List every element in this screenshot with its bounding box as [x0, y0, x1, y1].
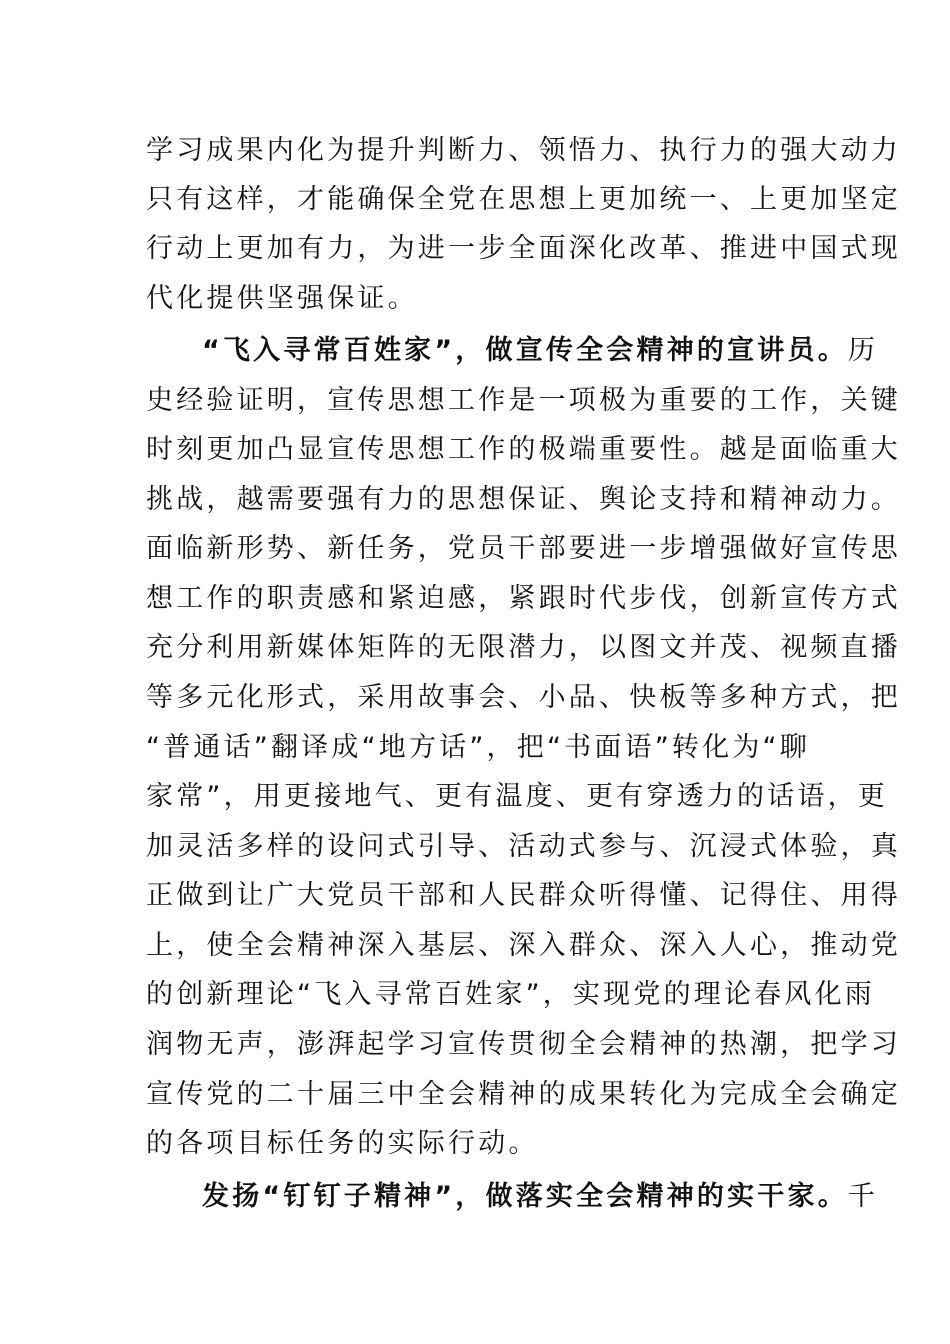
text-line: 代化提供坚强保证。: [146, 283, 418, 314]
paragraph-heading-line: [202, 331, 879, 371]
text-line: 只有这样，才能确保全党在思想上更加统一、上更加坚定: [146, 184, 901, 215]
text-line: 史经验证明，宣传思想工作是一项极为重要的工作，关键: [146, 385, 901, 416]
text-line: 想工作的职责感和紧迫感，紧跟时代步伐，创新宣传方式: [146, 583, 901, 614]
text-line: 家常”，用更接地气、更有温度、更有穿透力的话语，更: [146, 781, 888, 812]
text-line: “普通话”翻译成“地方话”，把“书面语”转化为“聊: [146, 732, 810, 763]
paragraph-heading: “飞入寻常百姓家”，做宣传全会精神的宣讲员。: [202, 335, 848, 366]
paragraph-heading-line: [202, 1177, 879, 1217]
text-line: 宣传党的二十届三中全会精神的成果转化为完成全会确定: [146, 1079, 901, 1110]
text-line: 挑战，越需要强有力的思想保证、舆论支持和精神动力。: [146, 484, 901, 515]
text-line: 学习成果内化为提升判断力、领悟力、执行力的强大动力: [146, 135, 901, 166]
text-line: 面临新形势、新任务，党员干部要进一步增强做好宣传思: [146, 533, 901, 564]
text-line: 加灵活多样的设问式引导、活动式参与、沉浸式体验，真: [146, 831, 901, 862]
paragraph-heading: 发扬“钉钉子精神”，做落实全会精神的实干家。: [202, 1181, 848, 1212]
text-line: 正做到让广大党员干部和人民群众听得懂、记得住、用得: [146, 880, 901, 911]
text-line: 的各项目标任务的实际行动。: [146, 1128, 539, 1159]
text-line: 行动上更加有力，为进一步全面深化改革、推进中国式现: [146, 233, 901, 264]
text-fragment: 千: [847, 1181, 879, 1212]
text-fragment: 历: [847, 335, 879, 366]
text-line: 充分利用新媒体矩阵的无限潜力，以图文并茂、视频直播: [146, 632, 901, 663]
text-line: 等多元化形式，采用故事会、小品、快板等多种方式，把: [146, 682, 901, 713]
text-line: 上，使全会精神深入基层、深入群众、深入人心，推动党: [146, 930, 901, 961]
text-line: 润物无声，澎湃起学习宣传贯彻全会精神的热潮，把学习: [146, 1029, 901, 1060]
text-line: 时刻更加凸显宣传思想工作的极端重要性。越是面临重大: [146, 434, 901, 465]
text-line: 的创新理论“飞入寻常百姓家”，实现党的理论春风化雨: [146, 979, 875, 1010]
